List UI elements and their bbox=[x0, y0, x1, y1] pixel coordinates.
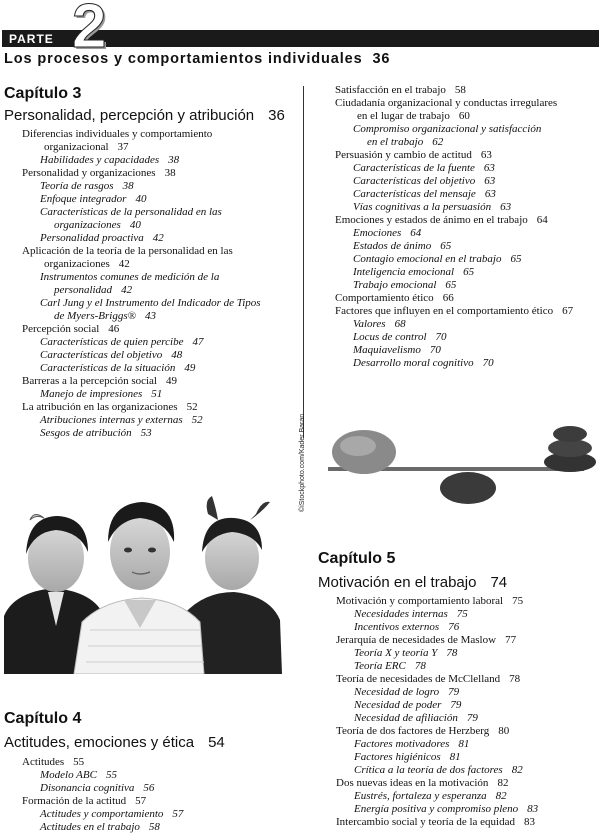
toc-entry bbox=[335, 253, 573, 266]
toc-entry-page: 43 bbox=[144, 310, 156, 322]
toc-entry bbox=[22, 245, 261, 258]
toc-entry-text: Trabajo emocional bbox=[353, 279, 437, 291]
chapter-3-title: Personalidad, percepción y atribución 36 bbox=[4, 107, 285, 124]
toc-entry bbox=[22, 795, 183, 808]
toc-entry-page: 62 bbox=[432, 136, 444, 148]
toc-entry-text: Habilidades y capacidades bbox=[40, 154, 160, 166]
part-label: PARTE bbox=[9, 32, 54, 46]
toc-entry-page: 47 bbox=[192, 336, 204, 348]
toc-entry-page: 52 bbox=[191, 414, 203, 426]
toc-entry-page: 63 bbox=[484, 175, 496, 187]
chapter-3-toc-continued bbox=[335, 84, 573, 370]
toc-entry-page: 70 bbox=[435, 331, 447, 343]
toc-entry-text: Modelo ABC bbox=[40, 769, 97, 781]
toc-entry-text: Emociones y estados de ánimo en el trabajo bbox=[335, 214, 528, 226]
chapter-4-title: Actitudes, emociones y ética 54 bbox=[4, 734, 225, 751]
toc-entry bbox=[335, 344, 573, 357]
toc-entry-text: personalidad bbox=[54, 284, 113, 296]
toc-entry bbox=[336, 660, 538, 673]
toc-entry-page: 53 bbox=[140, 427, 152, 439]
toc-entry bbox=[335, 227, 573, 240]
toc-entry bbox=[336, 751, 538, 764]
toc-entry-page: 42 bbox=[121, 284, 133, 296]
toc-entry bbox=[335, 201, 573, 214]
toc-entry bbox=[22, 219, 261, 232]
toc-entry-page: 76 bbox=[448, 621, 460, 633]
toc-entry-page: 63 bbox=[484, 188, 496, 200]
toc-entry-text: Características de quien percibe bbox=[40, 336, 184, 348]
toc-entry-text: Diferencias individuales y comportamiento bbox=[22, 128, 213, 140]
toc-entry bbox=[335, 188, 573, 201]
toc-entry-text: Valores bbox=[353, 318, 386, 330]
toc-entry-text: Vías cognitivas a la persuasión bbox=[353, 201, 492, 213]
toc-entry bbox=[335, 305, 573, 318]
toc-entry-text: Factores que influyen en el comportamiento ético bbox=[335, 305, 554, 317]
toc-entry-text: Enfoque integrador bbox=[40, 193, 127, 205]
toc-entry-text: Inteligencia emocional bbox=[353, 266, 455, 278]
chapter-3-label: Capítulo 3 bbox=[4, 85, 82, 102]
toc-entry bbox=[335, 175, 573, 188]
toc-entry-text: Barreras a la percepción social bbox=[22, 375, 157, 387]
toc-entry-text: Características del objetivo bbox=[40, 349, 163, 361]
toc-entry-page: 67 bbox=[562, 305, 574, 317]
toc-entry-text: de Myers-Briggs® bbox=[54, 310, 136, 322]
toc-entry-text: Teoría X y teoría Y bbox=[354, 647, 438, 659]
toc-entry-text: Satisfacción en el trabajo bbox=[335, 84, 446, 96]
toc-entry-page: 83 bbox=[523, 816, 535, 828]
toc-entry-text: Instrumentos comunes de medición de la bbox=[40, 271, 220, 283]
toc-entry-text: en el trabajo bbox=[367, 136, 424, 148]
toc-entry-page: 78 bbox=[509, 673, 521, 685]
toc-entry-page: 82 bbox=[497, 777, 509, 789]
part-page: 36 bbox=[372, 51, 391, 67]
toc-entry bbox=[335, 84, 573, 97]
toc-entry bbox=[22, 284, 261, 297]
toc-entry-text: Incentivos externos bbox=[354, 621, 440, 633]
three-men-photo bbox=[4, 496, 282, 674]
toc-entry-text: organizacional bbox=[44, 141, 109, 153]
toc-entry bbox=[336, 595, 538, 608]
toc-entry-text: en el lugar de trabajo bbox=[357, 110, 450, 122]
toc-entry-page: 38 bbox=[122, 180, 134, 192]
toc-entry-text: organizaciones bbox=[44, 258, 110, 270]
toc-entry-text: Características del mensaje bbox=[353, 188, 476, 200]
toc-entry bbox=[335, 331, 573, 344]
toc-entry-page: 40 bbox=[135, 193, 147, 205]
toc-entry bbox=[22, 769, 183, 782]
toc-entry bbox=[335, 279, 573, 292]
toc-entry-page: 42 bbox=[118, 258, 130, 270]
toc-entry-text: Manejo de impresiones bbox=[40, 388, 143, 400]
toc-entry-page: 77 bbox=[505, 634, 517, 646]
toc-entry bbox=[335, 110, 573, 123]
toc-entry-page: 66 bbox=[442, 292, 454, 304]
toc-entry bbox=[22, 167, 261, 180]
toc-entry-page: 81 bbox=[458, 738, 470, 750]
toc-entry-page: 37 bbox=[117, 141, 129, 153]
toc-entry bbox=[22, 297, 261, 310]
toc-entry-text: Eustrés, fortaleza y esperanza bbox=[354, 790, 487, 802]
toc-entry bbox=[22, 323, 261, 336]
toc-entry-text: Características de la fuente bbox=[353, 162, 475, 174]
chapter-4-label: Capítulo 4 bbox=[4, 710, 82, 727]
toc-entry-text: Comportamiento ético bbox=[335, 292, 434, 304]
toc-entry-text: Necesidad de logro bbox=[354, 686, 440, 698]
toc-entry-page: 63 bbox=[483, 162, 495, 174]
toc-entry-text: Sesgos de atribución bbox=[40, 427, 132, 439]
toc-entry bbox=[335, 136, 573, 149]
toc-entry bbox=[336, 738, 538, 751]
column-divider bbox=[303, 86, 304, 438]
part-number: 2 bbox=[72, 0, 107, 61]
toc-entry bbox=[336, 608, 538, 621]
toc-entry bbox=[335, 149, 573, 162]
toc-entry-text: Teoría de rasgos bbox=[40, 180, 114, 192]
toc-entry-text: Locus de control bbox=[353, 331, 427, 343]
toc-entry-text: Jerarquía de necesidades de Maslow bbox=[336, 634, 497, 646]
toc-entry bbox=[336, 647, 538, 660]
toc-entry-text: Necesidad de poder bbox=[354, 699, 442, 711]
toc-entry-page: 70 bbox=[482, 357, 494, 369]
toc-entry-text: Atribuciones internas y externas bbox=[40, 414, 183, 426]
toc-entry-page: 81 bbox=[449, 751, 461, 763]
toc-entry bbox=[22, 271, 261, 284]
toc-entry-page: 64 bbox=[536, 214, 548, 226]
toc-entry-text: Crítica a la teoría de dos factores bbox=[354, 764, 503, 776]
toc-entry-page: 64 bbox=[410, 227, 422, 239]
toc-entry bbox=[335, 162, 573, 175]
toc-entry bbox=[22, 756, 183, 769]
toc-entry bbox=[336, 790, 538, 803]
toc-entry bbox=[336, 816, 538, 829]
toc-entry bbox=[336, 686, 538, 699]
toc-entry bbox=[22, 362, 261, 375]
toc-entry-text: Contagio emocional en el trabajo bbox=[353, 253, 502, 265]
chapter-4-page: 54 bbox=[208, 734, 225, 751]
toc-entry-page: 65 bbox=[440, 240, 452, 252]
toc-entry bbox=[22, 180, 261, 193]
toc-entry-page: 60 bbox=[458, 110, 470, 122]
chapter-5-label: Capítulo 5 bbox=[318, 550, 396, 567]
toc-entry-page: 63 bbox=[500, 201, 512, 213]
toc-entry-page: 57 bbox=[135, 795, 147, 807]
toc-entry-text: Emociones bbox=[353, 227, 402, 239]
toc-entry bbox=[22, 154, 261, 167]
chapter-5-title: Motivación en el trabajo 74 bbox=[318, 574, 508, 591]
toc-entry-page: 51 bbox=[151, 388, 163, 400]
toc-entry-text: Energía positiva y compromiso pleno bbox=[354, 803, 519, 815]
toc-entry-text: Carl Jung y el Instrumento del Indicador de Tipos bbox=[40, 297, 261, 309]
toc-entry bbox=[336, 699, 538, 712]
toc-entry-page: 58 bbox=[454, 84, 466, 96]
chapter-3-toc bbox=[22, 128, 261, 440]
toc-entry-page: 82 bbox=[511, 764, 523, 776]
chapter-5-toc bbox=[336, 595, 538, 829]
toc-entry bbox=[22, 141, 261, 154]
toc-entry bbox=[336, 803, 538, 816]
toc-entry-page: 52 bbox=[186, 401, 198, 413]
toc-entry bbox=[335, 292, 573, 305]
toc-entry-text: Motivación y comportamiento laboral bbox=[336, 595, 504, 607]
toc-entry-text: Estados de ánimo bbox=[353, 240, 432, 252]
toc-entry-text: Necesidad de afiliación bbox=[354, 712, 458, 724]
toc-entry-page: 75 bbox=[456, 608, 468, 620]
toc-entry bbox=[22, 349, 261, 362]
toc-entry bbox=[22, 258, 261, 271]
toc-entry-page: 75 bbox=[512, 595, 524, 607]
toc-entry-text: Factores higiénicos bbox=[354, 751, 441, 763]
toc-entry bbox=[335, 240, 573, 253]
toc-entry bbox=[22, 388, 261, 401]
toc-entry bbox=[336, 725, 538, 738]
toc-entry-text: organizaciones bbox=[54, 219, 121, 231]
toc-entry-text: Disonancia cognitiva bbox=[40, 782, 135, 794]
toc-entry-text: Percepción social bbox=[22, 323, 100, 335]
toc-entry-page: 48 bbox=[171, 349, 183, 361]
toc-entry-page: 65 bbox=[463, 266, 475, 278]
toc-entry bbox=[22, 336, 261, 349]
toc-entry-text: Ciudadanía organizacional y conductas irregulares bbox=[335, 97, 558, 109]
toc-entry-page: 55 bbox=[105, 769, 117, 781]
toc-entry bbox=[335, 97, 573, 110]
toc-entry bbox=[22, 232, 261, 245]
toc-entry-text: Personalidad proactiva bbox=[40, 232, 144, 244]
toc-entry bbox=[336, 621, 538, 634]
toc-entry bbox=[335, 266, 573, 279]
toc-entry-text: Desarrollo moral cognitivo bbox=[353, 357, 474, 369]
toc-entry-page: 56 bbox=[143, 782, 155, 794]
toc-entry-text: Formación de la actitud bbox=[22, 795, 127, 807]
toc-entry-text: Compromiso organizacional y satisfacción bbox=[353, 123, 542, 135]
toc-entry bbox=[22, 821, 183, 834]
toc-entry-text: Actitudes en el trabajo bbox=[40, 821, 140, 833]
toc-entry-text: Dos nuevas ideas en la motivación bbox=[336, 777, 489, 789]
toc-entry-text: Aplicación de la teoría de la personalidad en las bbox=[22, 245, 233, 257]
toc-entry bbox=[22, 206, 261, 219]
toc-entry bbox=[22, 414, 261, 427]
toc-entry bbox=[335, 318, 573, 331]
toc-entry-page: 78 bbox=[446, 647, 458, 659]
part-title: Los procesos y comportamientos individuales 36 bbox=[4, 51, 391, 67]
toc-entry-text: Personalidad y organizaciones bbox=[22, 167, 156, 179]
toc-entry-text: La atribución en las organizaciones bbox=[22, 401, 178, 413]
toc-entry bbox=[22, 782, 183, 795]
toc-entry-page: 70 bbox=[429, 344, 441, 356]
toc-entry-text: Maquiavelismo bbox=[353, 344, 421, 356]
chapter-5-page: 74 bbox=[490, 574, 508, 591]
toc-entry-page: 79 bbox=[450, 699, 462, 711]
toc-entry-text: Necesidades internas bbox=[354, 608, 448, 620]
toc-entry bbox=[22, 128, 261, 141]
toc-entry-text: Teoría de dos factores de Herzberg bbox=[336, 725, 490, 737]
toc-entry bbox=[335, 357, 573, 370]
toc-entry-page: 79 bbox=[466, 712, 478, 724]
toc-entry bbox=[336, 712, 538, 725]
toc-entry bbox=[22, 193, 261, 206]
toc-entry-text: Características de la personalidad en las bbox=[40, 206, 222, 218]
toc-entry-page: 40 bbox=[129, 219, 141, 231]
toc-entry-page: 57 bbox=[172, 808, 184, 820]
toc-entry-text: Persuasión y cambio de actitud bbox=[335, 149, 472, 161]
toc-entry-page: 46 bbox=[108, 323, 120, 335]
toc-entry-text: Características de la situación bbox=[40, 362, 176, 374]
toc-entry-page: 68 bbox=[394, 318, 406, 330]
toc-entry bbox=[22, 310, 261, 323]
toc-entry bbox=[336, 764, 538, 777]
toc-entry-page: 63 bbox=[480, 149, 492, 161]
toc-entry-page: 49 bbox=[184, 362, 196, 374]
toc-entry bbox=[22, 401, 261, 414]
toc-entry-page: 80 bbox=[498, 725, 510, 737]
toc-entry-text: Intercambio social y teoría de la equidad bbox=[336, 816, 515, 828]
toc-entry bbox=[336, 634, 538, 647]
toc-entry-text: Actitudes bbox=[22, 756, 65, 768]
toc-entry-page: 79 bbox=[448, 686, 460, 698]
toc-entry-text: Factores motivadores bbox=[354, 738, 450, 750]
toc-entry-page: 65 bbox=[510, 253, 522, 265]
toc-entry bbox=[22, 808, 183, 821]
toc-entry-page: 38 bbox=[168, 154, 180, 166]
toc-entry-text: Características del objetivo bbox=[353, 175, 476, 187]
toc-entry-page: 38 bbox=[164, 167, 176, 179]
toc-entry-page: 78 bbox=[414, 660, 426, 672]
toc-entry-page: 55 bbox=[73, 756, 85, 768]
toc-entry-page: 65 bbox=[445, 279, 457, 291]
toc-entry-page: 42 bbox=[152, 232, 164, 244]
toc-entry-page: 83 bbox=[527, 803, 539, 815]
toc-entry bbox=[335, 123, 573, 136]
toc-entry-page: 82 bbox=[495, 790, 507, 802]
toc-entry bbox=[336, 777, 538, 790]
toc-entry bbox=[22, 427, 261, 440]
toc-entry-text: Teoría de necesidades de McClelland bbox=[336, 673, 501, 685]
toc-entry bbox=[22, 375, 261, 388]
toc-entry-page: 58 bbox=[148, 821, 160, 833]
balancing-stones-photo bbox=[318, 418, 596, 510]
toc-entry-text: Teoría ERC bbox=[354, 660, 406, 672]
photo-credit: ©iStockphoto.com/Kader Baran bbox=[299, 413, 306, 512]
toc-entry bbox=[336, 673, 538, 686]
toc-entry-page: 49 bbox=[165, 375, 177, 387]
chapter-4-toc bbox=[22, 756, 183, 834]
chapter-3-page: 36 bbox=[268, 107, 285, 124]
toc-entry-text: Actitudes y comportamiento bbox=[40, 808, 164, 820]
toc-entry bbox=[335, 214, 573, 227]
